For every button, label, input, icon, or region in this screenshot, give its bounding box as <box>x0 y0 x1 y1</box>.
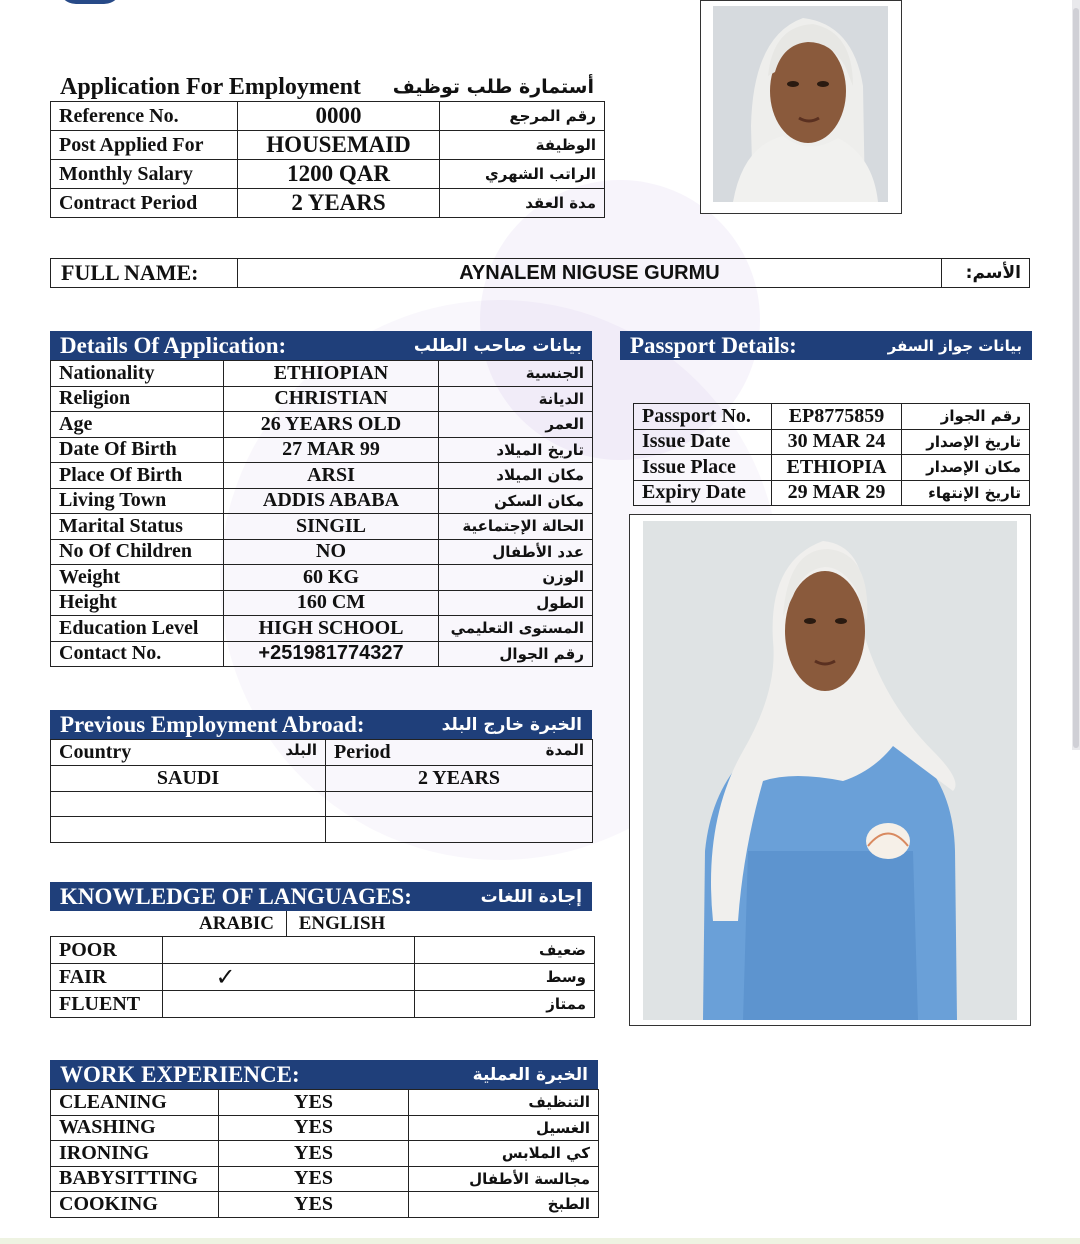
details-row <box>51 412 593 438</box>
application-label: Post Applied For <box>51 131 238 160</box>
details-label-ar: الوزن <box>439 565 593 591</box>
passport-label: Passport No. <box>634 404 772 430</box>
language-mark-cells <box>163 937 414 963</box>
language-level-label: FLUENT <box>51 991 163 1018</box>
details-value: SINGIL <box>224 514 439 540</box>
country-col-header-en: Country <box>59 741 132 763</box>
details-label-ar: الديانة <box>439 386 593 412</box>
application-row <box>51 102 605 131</box>
languages-header-bar <box>50 882 592 911</box>
language-level-label: FAIR <box>51 964 163 991</box>
work-experience-label: BABYSITTING <box>51 1166 219 1192</box>
passport-label-ar: رقم الجواز <box>902 404 1030 430</box>
full-name-label-ar: الأسم: <box>941 259 1029 287</box>
work-experience-title-en: WORK EXPERIENCE: <box>60 1061 300 1087</box>
work-experience-row <box>51 1090 599 1116</box>
language-level-label: POOR <box>51 937 163 964</box>
passport-label-ar: مكان الإصدار <box>902 455 1030 481</box>
details-label: Height <box>51 590 224 616</box>
application-label: Reference No. <box>51 102 238 131</box>
details-label-ar: عدد الأطفال <box>439 539 593 565</box>
work-experience-row <box>51 1141 599 1167</box>
english-level-mark <box>288 937 413 963</box>
details-label: Date Of Birth <box>51 437 224 463</box>
details-row <box>51 641 593 667</box>
details-value: NO <box>224 539 439 565</box>
passport-label: Issue Date <box>634 429 772 455</box>
details-label-ar: العمر <box>439 412 593 438</box>
work-experience-label: IRONING <box>51 1141 219 1167</box>
full-body-photo <box>643 521 1017 1020</box>
full-name-value: AYNALEM NIGUSE GURMU <box>459 262 720 284</box>
language-level-marks <box>163 937 415 964</box>
previous-employment-country <box>51 817 326 843</box>
passport-label: Issue Place <box>634 455 772 481</box>
previous-employment-table <box>50 739 592 843</box>
work-experience-label-ar: كي الملابس <box>409 1141 599 1167</box>
application-value: 1200 QAR <box>238 160 440 189</box>
full-name-label: FULL NAME: <box>51 259 238 287</box>
previous-employment-header-bar <box>50 710 592 739</box>
passport-row <box>634 429 1030 455</box>
application-title-en: Application For Employment <box>60 73 361 100</box>
agency-logo <box>58 0 122 4</box>
details-label: Living Town <box>51 488 224 514</box>
language-level-label-ar: ممتاز <box>415 991 595 1018</box>
passport-table <box>633 403 1029 506</box>
full-name-row <box>50 258 1030 288</box>
language-level-label-ar: ضعيف <box>415 937 595 964</box>
details-label-ar: الحالة الإجتماعية <box>439 514 593 540</box>
application-label-ar: رقم المرجع <box>440 102 605 131</box>
period-col-header-en: Period <box>334 741 391 763</box>
details-label-ar: الطول <box>439 590 593 616</box>
passport-row <box>634 455 1030 481</box>
passport-value: EP8775859 <box>772 404 902 430</box>
languages-col-headers <box>187 911 417 936</box>
details-row <box>51 616 593 642</box>
details-header-bar <box>50 331 592 360</box>
details-row <box>51 488 593 514</box>
language-level-marks <box>163 991 415 1018</box>
work-experience-value: YES <box>219 1192 409 1218</box>
details-label-ar: مكان الميلاد <box>439 463 593 489</box>
details-label: Education Level <box>51 616 224 642</box>
passport-label: Expiry Date <box>634 480 772 506</box>
passport-row <box>634 480 1030 506</box>
previous-employment-row <box>51 766 593 792</box>
languages-title-en: KNOWLEDGE OF LANGUAGES: <box>60 883 412 909</box>
period-col-header <box>326 740 593 766</box>
languages-col-english: ENGLISH <box>298 913 386 934</box>
work-experience-value: YES <box>219 1166 409 1192</box>
languages-table <box>50 936 594 1018</box>
details-title-en: Details Of Application: <box>60 332 287 358</box>
passport-header-bar <box>620 331 1032 360</box>
passport-title-ar: بيانات جواز السفر <box>887 336 1022 355</box>
application-label: Contract Period <box>51 189 238 218</box>
details-label-ar: رقم الجوال <box>439 641 593 667</box>
bottom-edge-strip <box>0 1238 1080 1244</box>
portrait-photo <box>713 6 888 202</box>
previous-employment-title-en: Previous Employment Abroad: <box>60 711 365 737</box>
details-value: 60 KG <box>224 565 439 591</box>
previous-employment-period: 2 YEARS <box>326 766 593 792</box>
application-row <box>51 131 605 160</box>
work-experience-table <box>50 1089 598 1218</box>
details-value: 26 YEARS OLD <box>224 412 439 438</box>
previous-employment-col-headers <box>51 740 593 766</box>
details-value: 27 MAR 99 <box>224 437 439 463</box>
work-experience-label-ar: التنظيف <box>409 1090 599 1116</box>
application-value: HOUSEMAID <box>238 131 440 160</box>
languages-title-ar: إجادة اللغات <box>480 886 582 907</box>
language-mark-cells <box>163 991 414 1017</box>
work-experience-label: COOKING <box>51 1192 219 1218</box>
passport-value: 29 MAR 29 <box>772 480 902 506</box>
details-label: Age <box>51 412 224 438</box>
details-label-ar: مكان السكن <box>439 488 593 514</box>
work-experience-value: YES <box>219 1141 409 1167</box>
previous-employment-row <box>51 791 593 817</box>
application-table <box>50 101 604 218</box>
previous-employment-period <box>326 817 593 843</box>
work-experience-value: YES <box>219 1090 409 1116</box>
passport-label-ar: تاريخ الإصدار <box>902 429 1030 455</box>
details-value: +251981774327 <box>224 641 439 667</box>
application-title-row <box>52 72 604 102</box>
language-level-row <box>51 991 595 1018</box>
details-value: 160 CM <box>224 590 439 616</box>
work-experience-label-ar: الغسيل <box>409 1115 599 1141</box>
passport-value: ETHIOPIA <box>772 455 902 481</box>
vertical-scrollbar[interactable] <box>1072 0 1080 750</box>
details-label: Nationality <box>51 361 224 387</box>
previous-employment-country <box>51 791 326 817</box>
details-label: Place Of Birth <box>51 463 224 489</box>
details-label: Religion <box>51 386 224 412</box>
details-value: HIGH SCHOOL <box>224 616 439 642</box>
details-row <box>51 514 593 540</box>
details-label: Contact No. <box>51 641 224 667</box>
work-experience-label: WASHING <box>51 1115 219 1141</box>
country-col-header <box>51 740 326 766</box>
application-label-ar: الوظيفة <box>440 131 605 160</box>
details-label: No Of Children <box>51 539 224 565</box>
arabic-level-mark: ✓ <box>215 963 236 991</box>
work-experience-label-ar: الطبخ <box>409 1192 599 1218</box>
details-label: Weight <box>51 565 224 591</box>
application-label: Monthly Salary <box>51 160 238 189</box>
language-mark-cells <box>163 964 414 990</box>
scrollbar-thumb[interactable] <box>1073 8 1079 748</box>
english-level-mark <box>288 964 413 990</box>
details-title-ar: بيانات صاحب الطلب <box>413 335 582 356</box>
arabic-level-mark <box>163 937 288 963</box>
application-label-ar: الراتب الشهري <box>440 160 605 189</box>
passport-title-en: Passport Details: <box>630 332 797 358</box>
language-level-marks <box>163 964 415 991</box>
details-label-ar: تاريخ الميلاد <box>439 437 593 463</box>
application-value: 2 YEARS <box>238 189 440 218</box>
application-row <box>51 160 605 189</box>
language-level-row <box>51 937 595 964</box>
passport-row <box>634 404 1030 430</box>
details-row <box>51 463 593 489</box>
period-col-header-ar: المدة <box>545 741 584 759</box>
details-row <box>51 539 593 565</box>
details-value: ETHIOPIAN <box>224 361 439 387</box>
languages-col-arabic: ARABIC <box>187 911 287 936</box>
work-experience-row <box>51 1192 599 1218</box>
details-table <box>50 360 592 667</box>
work-experience-header-bar <box>50 1060 598 1089</box>
passport-value: 30 MAR 24 <box>772 429 902 455</box>
application-value: 0000 <box>238 102 440 131</box>
details-row <box>51 590 593 616</box>
details-row <box>51 565 593 591</box>
passport-label-ar: تاريخ الإنتهاء <box>902 480 1030 506</box>
details-value: CHRISTIAN <box>224 386 439 412</box>
details-value: ADDIS ABABA <box>224 488 439 514</box>
application-row <box>51 189 605 218</box>
previous-employment-period <box>326 791 593 817</box>
details-row <box>51 386 593 412</box>
work-experience-row <box>51 1115 599 1141</box>
country-col-header-ar: البلد <box>285 741 317 759</box>
arabic-level-mark <box>163 991 288 1017</box>
language-level-row <box>51 964 595 991</box>
work-experience-label: CLEANING <box>51 1090 219 1116</box>
previous-employment-title-ar: الخبرة خارج البلد <box>441 714 582 735</box>
application-label-ar: مدة العقد <box>440 189 605 218</box>
details-row <box>51 437 593 463</box>
work-experience-title-ar: الخبرة العملية <box>472 1064 588 1085</box>
work-experience-row <box>51 1166 599 1192</box>
application-title-ar: أستمارة طلب توظيف <box>392 76 594 98</box>
work-experience-label-ar: مجالسة الأطفال <box>409 1166 599 1192</box>
previous-employment-country: SAUDI <box>51 766 326 792</box>
previous-employment-row <box>51 817 593 843</box>
details-label: Marital Status <box>51 514 224 540</box>
work-experience-value: YES <box>219 1115 409 1141</box>
details-label-ar: المستوى التعليمي <box>439 616 593 642</box>
english-level-mark <box>288 991 413 1017</box>
details-label-ar: الجنسية <box>439 361 593 387</box>
details-value: ARSI <box>224 463 439 489</box>
details-row <box>51 361 593 387</box>
language-level-label-ar: وسط <box>415 964 595 991</box>
